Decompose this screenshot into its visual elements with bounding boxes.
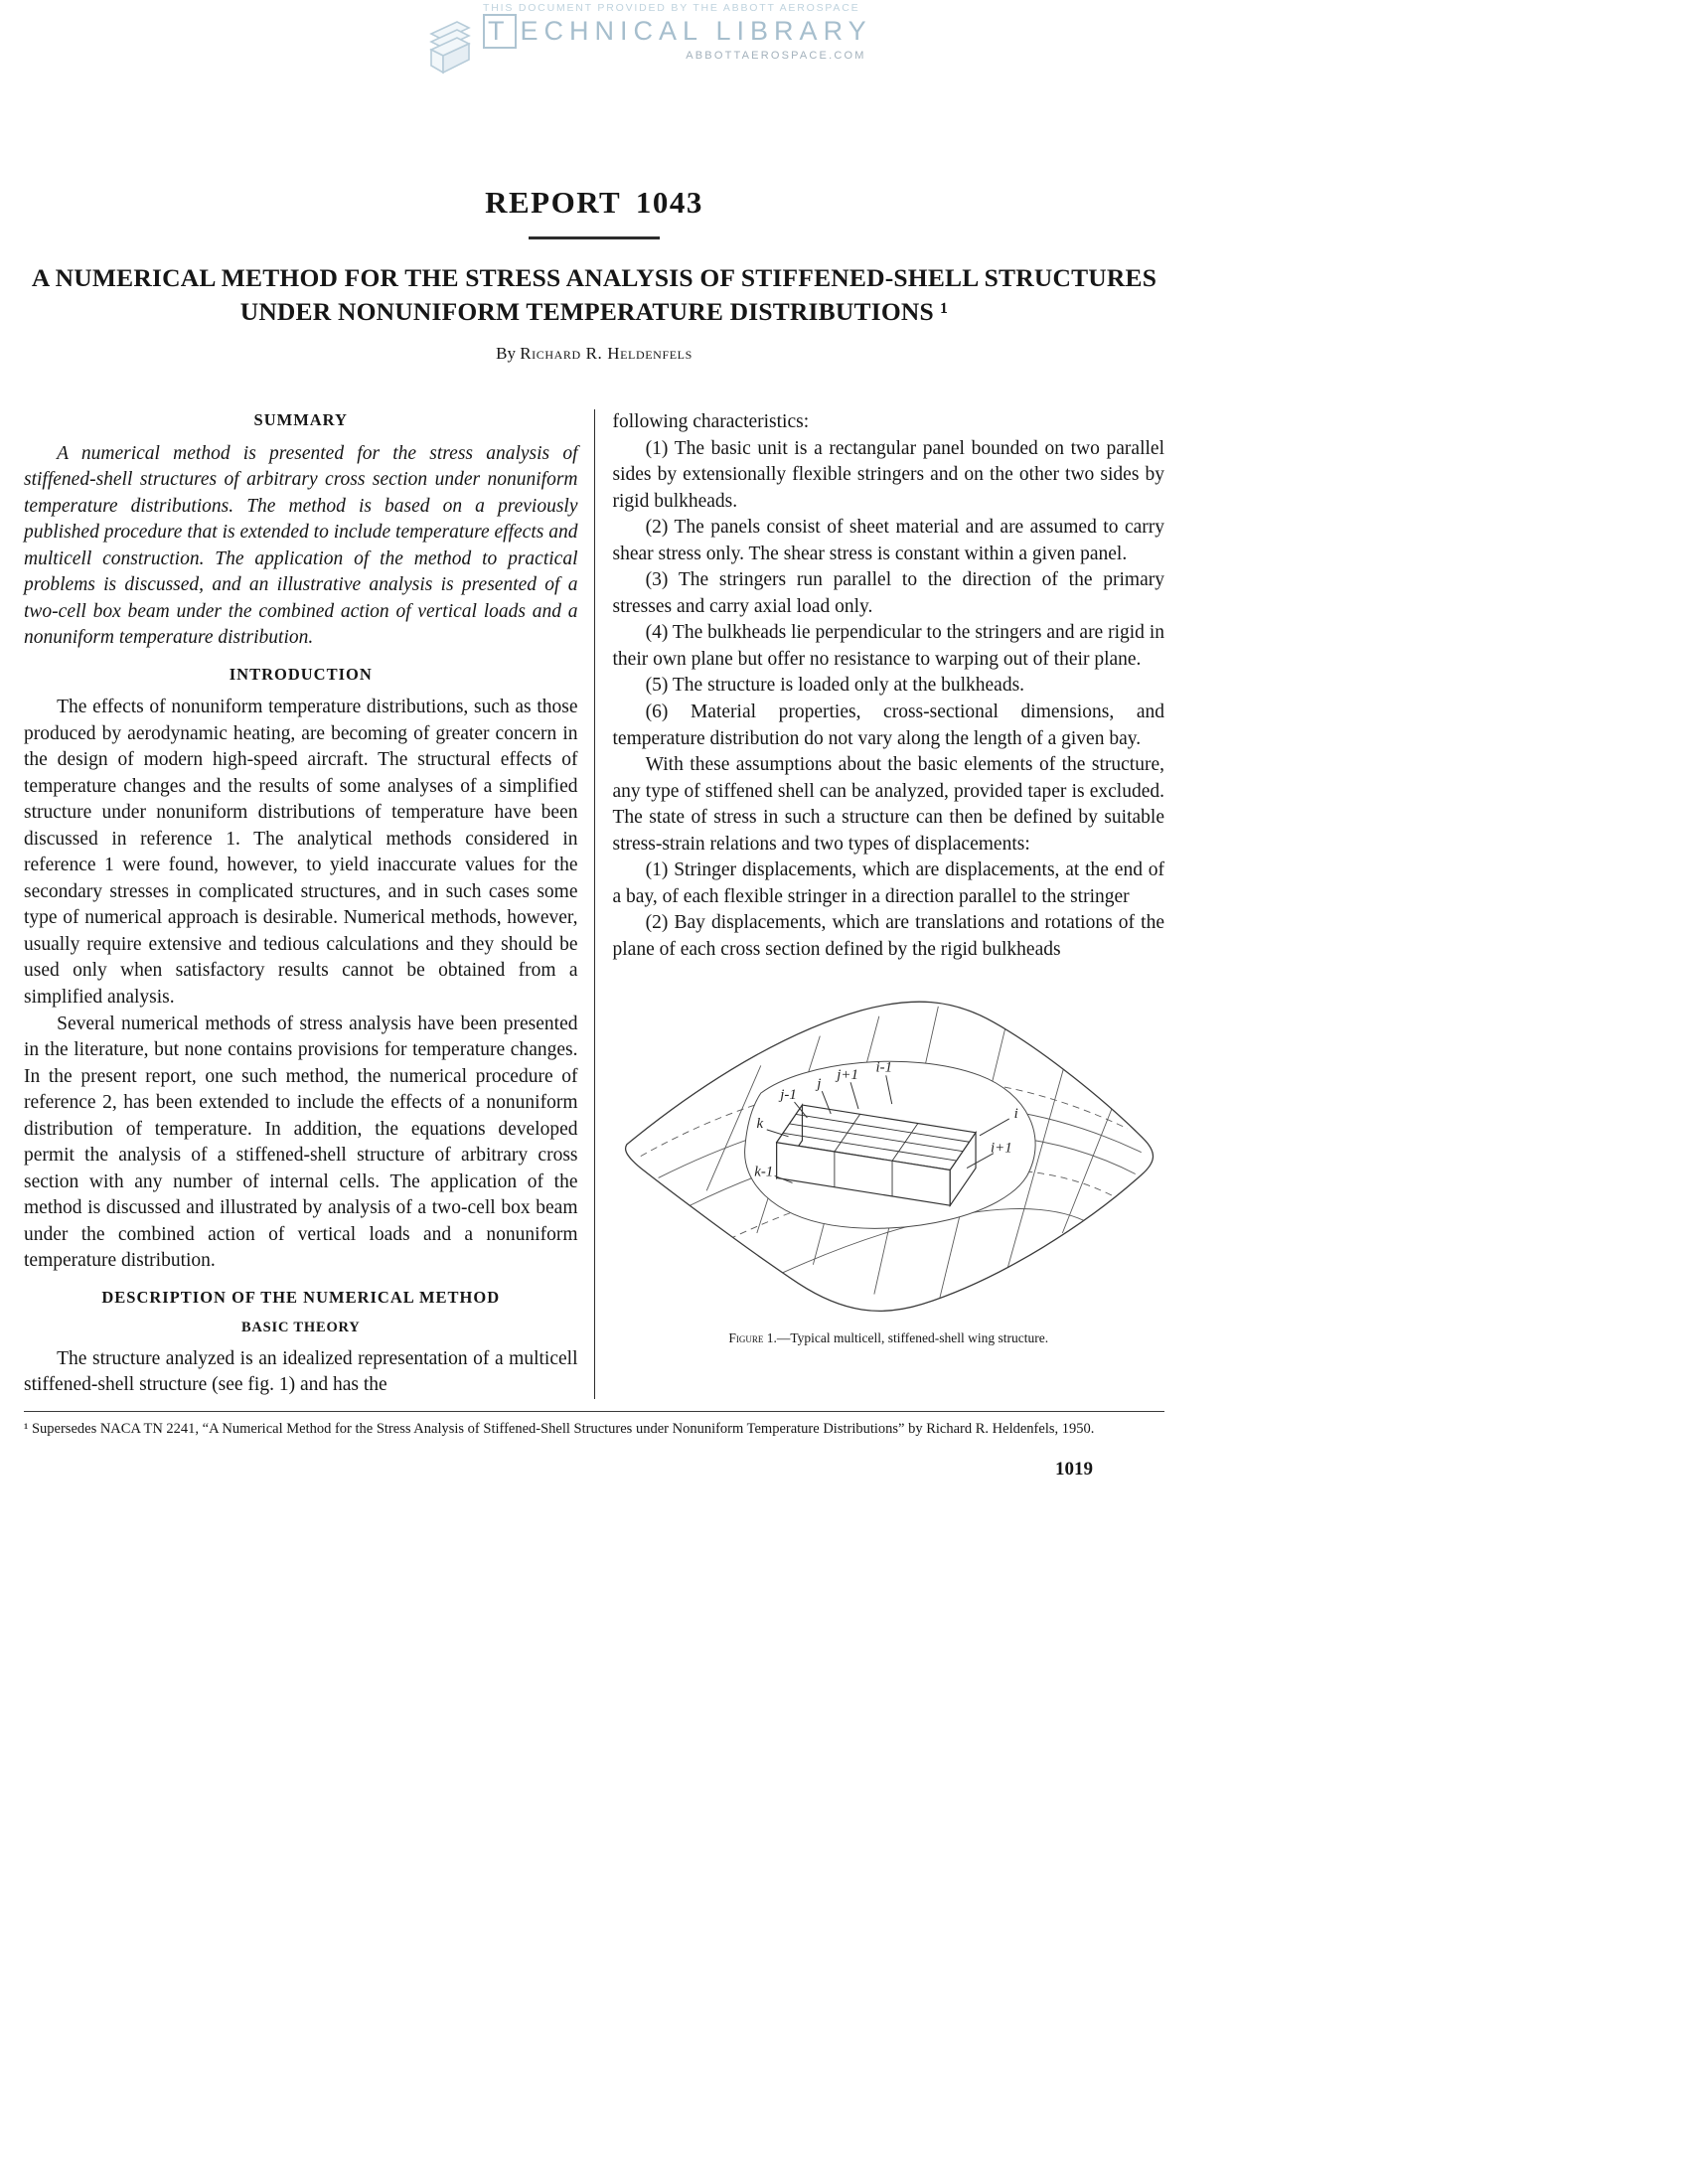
watermark — [423, 2, 872, 78]
report-number: REPORT 1043 — [485, 185, 703, 220]
figure-label-j-plus-1: j+1 — [836, 1067, 858, 1084]
assumption-item-1: (1) The basic unit is a rectangular panel bounded on two parallel sides by extensionally flexible stringers and on the other two sides by rigid bulkheads. — [612, 437, 1164, 512]
two-column-body — [24, 409, 1164, 1399]
page-content — [24, 0, 1164, 1481]
figure-label-i-plus-1: i+1 — [990, 1140, 1012, 1157]
introduction-heading: INTRODUCTION — [229, 664, 373, 684]
watermark-title: TECHNICAL LIBRARY — [488, 16, 872, 46]
watermark-provider-line: THIS DOCUMENT PROVIDED BY THE ABBOTT AEROSPACE — [483, 2, 860, 14]
summary-paragraph: A numerical method is presented for the stress analysis of stiffened-shell structures of arbitrary cross section under nonuniform temperature distributions. The method is based on a previously published procedure that is extended to include temperature effects and multicell construction. The application of the method to practical problems is discussed, and an illustrative analysis is presented of a two-cell box beam under the combined action of vertical loads and a nonuniform temperature distribution. — [24, 442, 578, 649]
document-title — [24, 261, 1164, 329]
displacement-item-2: (2) Bay displacements, which are translations and rotations of the plane of each cross section defined by the rigid bulkheads — [612, 912, 1164, 960]
page-number: 1019 — [1055, 1458, 1093, 1480]
transition-paragraph: With these assumptions about the basic elements of the structure, any type of stiffened shell can be analyzed, provided taper is excluded. The state of stress in such a structure can then be defined by suitable stress-strain relations and two types of displacements: — [612, 754, 1164, 855]
document-title-line-2: UNDER NONUNIFORM TEMPERATURE DISTRIBUTIONS ¹ — [239, 297, 949, 327]
description-of-method-heading: DESCRIPTION OF THE NUMERICAL METHOD — [101, 1287, 501, 1307]
document-stack-icon — [423, 16, 475, 78]
displacement-item-1: (1) Stringer displacements, which are displacements, at the end of a bay, of each flexible stringer in a direction parallel to the stringer — [612, 859, 1164, 907]
figure-label-i: i — [1013, 1106, 1018, 1123]
introduction-paragraph-2: Several numerical methods of stress analysis have been presented in the literature, but none contains provisions for temperature changes. In the present report, one such method, the numerical procedure of reference 2, has been extended to include the effects of a nonuniform distribution of temperature. In addition, the equations developed permit the analysis of a stiffened-shell structure of arbitrary cross section with any number of internal cells. The application of the method is discussed and illustrated by analysis of a two-cell box beam under the combined action of vertical loads and a nonuniform temperature distribution. — [24, 1013, 578, 1272]
figure-label-i-minus-1: i-1 — [875, 1059, 892, 1076]
figure-caption — [613, 1329, 1165, 1347]
left-column — [24, 409, 594, 1399]
figure-caption-label: Figure 1. — [728, 1330, 777, 1346]
assumption-item-5: (5) The structure is loaded only at the bulkheads. — [645, 675, 1025, 697]
byline-prefix: By — [496, 344, 521, 364]
wing-structure-drawing — [613, 989, 1165, 1324]
watermark-url: ABBOTTAEROSPACE.COM — [686, 50, 866, 62]
right-column — [595, 409, 1165, 1399]
footnote: ¹ Supersedes NACA TN 2241, “A Numerical Method for the Stress Analysis of Stiffened-Shell Structures under Nonuniform Temperature Distributions” by Richard R. Heldenfels, 1950. — [24, 1411, 1164, 1439]
figure-label-k-minus-1: k-1 — [753, 1164, 773, 1180]
figure-label-k: k — [755, 1116, 763, 1133]
assumption-item-2: (2) The panels consist of sheet material and are assumed to carry shear stress only. The shear stress is constant within a given panel. — [612, 517, 1164, 564]
assumption-item-6: (6) Material properties, cross-sectional dimensions, and temperature distribution do not vary along the length of a given bay. — [612, 701, 1164, 749]
document-title-line-1: A NUMERICAL METHOD FOR THE STRESS ANALYSIS OF STIFFENED-SHELL STRUCTURES — [31, 263, 1157, 292]
title-divider-rule — [529, 236, 660, 239]
basic-theory-heading: BASIC THEORY — [240, 1320, 361, 1336]
continuation-line: following characteristics: — [612, 411, 810, 433]
figure-label-j-minus-1: j-1 — [779, 1087, 797, 1104]
assumption-item-3: (3) The stringers run parallel to the direction of the primary stresses and carry axial load only. — [612, 569, 1164, 617]
figure-label-j: j — [816, 1076, 821, 1093]
basic-theory-paragraph: The structure analyzed is an idealized representation of a multicell stiffened-shell structure (see fig. 1) and has the — [24, 1347, 578, 1396]
byline — [24, 344, 1164, 364]
figure-1 — [613, 989, 1165, 1348]
summary-heading: SUMMARY — [253, 410, 348, 430]
introduction-paragraph-1: The effects of nonuniform temperature distributions, such as those produced by aerodynamic heating, are becoming of greater concern in the design of modern high-speed aircraft. The structural effects of temperature changes and the results of some analyses of a simplified structure under nonuniform distributions of temperature have been discussed in reference 1. The analytical methods considered in reference 1 were found, however, to yield inaccurate values for the secondary stresses in complicated structures, and in such cases some type of numerical approach is desirable. Numerical methods, however, usually require extensive and tedious calculations and they should be used only when satisfactory results cannot be obtained from a simplified analysis. — [24, 697, 578, 1008]
watermark-text — [483, 2, 872, 62]
assumption-item-4: (4) The bulkheads lie perpendicular to the stringers and are rigid in their own plane but offer no resistance to warping out of their plane. — [612, 622, 1164, 670]
figure-caption-text: —Typical multicell, stiffened-shell wing structure. — [776, 1330, 1049, 1346]
author-name: Richard R. Heldenfels — [520, 344, 693, 364]
